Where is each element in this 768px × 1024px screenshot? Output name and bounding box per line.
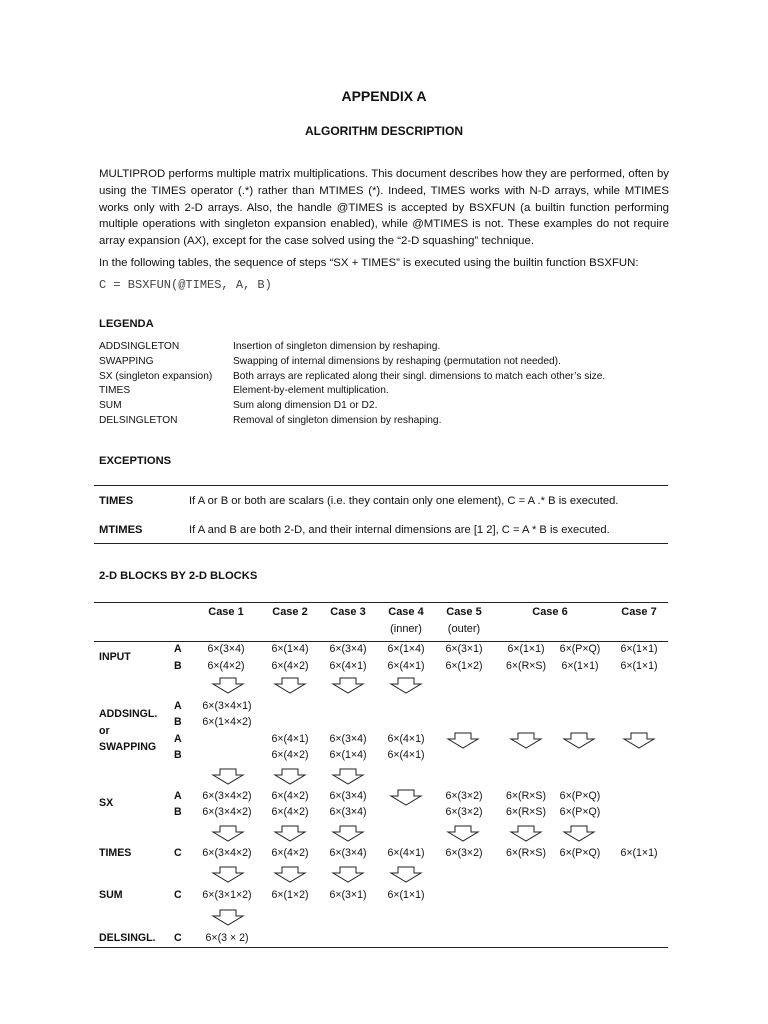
cell-times-case-1: 6×(3×4×2) (202, 847, 252, 859)
header-case-3: Case 3 (330, 606, 366, 618)
cell-times-case-7: 6×(1×1) (620, 847, 658, 859)
cell-input-a-case-6b: 6×(P×Q) (559, 643, 601, 655)
row-label-or: or (99, 725, 110, 737)
sub-label-b: B (174, 749, 182, 761)
cell-input-a-case-5: 6×(3×1) (445, 643, 483, 655)
sub-label-b: B (174, 660, 182, 672)
sub-label-c: C (174, 932, 182, 944)
cell-swapping-a-case-2: 6×(4×1) (271, 733, 309, 745)
down-arrow-icon (275, 769, 305, 784)
sub-label-b: B (174, 716, 182, 728)
down-arrow-icon (333, 867, 363, 882)
legenda-desc: Swapping of internal dimensions by reshaping (permutation not needed). (233, 355, 561, 367)
code-line: C = BSXFUN(@TIMES, A, B) (99, 278, 272, 292)
header-case-4: Case 4 (388, 606, 424, 618)
row-label-sum: SUM (99, 889, 123, 901)
cell-sum-case-2: 6×(1×2) (271, 889, 309, 901)
sub-label-a: A (174, 700, 182, 712)
cell-sum-case-3: 6×(3×1) (329, 889, 367, 901)
cell-times-case-2: 6×(4×2) (271, 847, 309, 859)
legenda-term: SUM (99, 400, 122, 412)
header-case-2: Case 2 (272, 606, 308, 618)
down-arrow-icon (275, 826, 305, 841)
row-label-sx: SX (99, 797, 114, 809)
legenda-term: TIMES (99, 385, 131, 397)
down-arrow-icon (213, 826, 243, 841)
cell-input-b-case-3: 6×(4×1) (329, 660, 367, 672)
cell-sx-b-case-2: 6×(4×2) (271, 806, 309, 818)
cell-sx-a-case-5: 6×(3×2) (445, 790, 483, 802)
cell-input-b-case-6b: 6×(1×1) (561, 660, 599, 672)
exception-key-mtimes: MTIMES (99, 524, 143, 536)
cell-addsingl-b-case-1: 6×(1×4×2) (202, 716, 252, 728)
cell-input-a-case-4: 6×(1×4) (387, 643, 425, 655)
header-case-1: Case 1 (208, 606, 244, 618)
cell-delsingl-case-1: 6×(3 × 2) (205, 932, 249, 944)
sub-label-c: C (174, 847, 182, 859)
header-case-5: Case 5 (446, 606, 482, 618)
cell-swapping-a-case-3: 6×(3×4) (329, 733, 367, 745)
sub-label-b: B (174, 806, 182, 818)
cell-input-a-case-7: 6×(1×1) (620, 643, 658, 655)
sub-label-a: A (174, 790, 182, 802)
row-label-delsingl: DELSINGL. (99, 932, 156, 944)
cell-times-case-6a: 6×(R×S) (505, 847, 547, 859)
exception-text-times: If A or B or both are scalars (i.e. they contain only one element), C = A .* B is executed. (189, 495, 619, 507)
cell-input-b-case-4: 6×(4×1) (387, 660, 425, 672)
page-title: APPENDIX A (341, 88, 427, 104)
down-arrow-icon (448, 826, 478, 841)
legenda-desc: Removal of singleton dimension by reshaping. (233, 414, 442, 426)
page-subtitle: ALGORITHM DESCRIPTION (305, 124, 463, 138)
sub-label-c: C (174, 889, 182, 901)
header-case-4-sub: (inner) (390, 623, 422, 635)
down-arrow-icon (275, 867, 305, 882)
legenda-heading: LEGENDA (99, 318, 154, 330)
sub-label-a: A (174, 643, 182, 655)
cell-input-a-case-2: 6×(1×4) (271, 643, 309, 655)
down-arrow-icon (213, 867, 243, 882)
cell-sx-a-case-1: 6×(3×4×2) (202, 790, 252, 802)
down-arrow-icon (333, 769, 363, 784)
down-arrow-icon (213, 769, 243, 784)
cell-sx-b-case-3: 6×(3×4) (329, 806, 367, 818)
cell-swapping-b-case-2: 6×(4×2) (271, 749, 309, 761)
header-case-7: Case 7 (621, 606, 657, 618)
cell-addsingl-a-case-1: 6×(3×4×1) (202, 700, 252, 712)
row-label-input: INPUT (99, 651, 131, 663)
cell-input-a-case-6a: 6×(1×1) (507, 643, 545, 655)
cell-sx-b-case-6a: 6×(R×S) (505, 806, 547, 818)
down-arrow-icon (391, 790, 421, 805)
legenda-term: ADDSINGLETON (99, 341, 180, 352)
blocks-heading: 2-D BLOCKS BY 2-D BLOCKS (99, 570, 258, 582)
intro-paragraph-1: MULTIPROD performs multiple matrix multiplications. This document describes how they are performed, often by using the TIMES operator (.*) rather than MTIMES (*). Indeed, TIMES works with N-D arrays, while MTIMES works only with 2-D arrays. Also, the handle @TIMES is accepted by BSXFUN (a builtin function performing multiple operations with singleton expansion enabled), while @MTIMES is not. These examples do not require array expansion (AX), except for the case solved using the “2-D squashing” technique. (99, 168, 669, 248)
legenda-term: SWAPPING (99, 355, 154, 367)
down-arrow-icon (564, 826, 594, 841)
cell-times-case-5: 6×(3×2) (445, 847, 483, 859)
cell-sx-a-case-6a: 6×(R×S) (505, 790, 547, 802)
cell-swapping-a-case-4: 6×(4×1) (387, 733, 425, 745)
cell-input-b-case-2: 6×(4×2) (271, 660, 309, 672)
cell-sx-a-case-2: 6×(4×2) (271, 790, 309, 802)
header-case-5-sub: (outer) (447, 623, 481, 635)
down-arrow-icon (564, 733, 594, 748)
intro-paragraph-2: In the following tables, the sequence of steps “SX + TIMES” is executed using the builtin function BSXFUN: (99, 257, 639, 269)
cell-sx-b-case-6b: 6×(P×Q) (559, 806, 601, 818)
cell-sum-case-1: 6×(3×1×2) (202, 889, 252, 901)
cell-times-case-6b: 6×(P×Q) (559, 847, 601, 859)
row-label-swapping: SWAPPING (99, 741, 157, 753)
cell-input-b-case-6a: 6×(R×S) (505, 660, 547, 672)
down-arrow-icon (448, 733, 478, 748)
exception-text-mtimes: If A and B are both 2-D, and their internal dimensions are [1 2], C = A * B is executed. (189, 524, 610, 536)
legenda-desc: Both arrays are replicated along their singl. dimensions to match each other’s size. (233, 370, 606, 382)
cell-sx-b-case-5: 6×(3×2) (445, 806, 483, 818)
down-arrow-icon (624, 733, 654, 748)
header-case-6: Case 6 (532, 606, 568, 618)
down-arrow-icon (511, 733, 541, 748)
down-arrow-icon (275, 678, 305, 693)
cell-input-b-case-5: 6×(1×2) (445, 660, 483, 672)
cell-swapping-b-case-4: 6×(4×1) (387, 749, 425, 761)
exceptions-heading: EXCEPTIONS (99, 455, 172, 467)
cell-input-a-case-3: 6×(3×4) (329, 643, 367, 655)
cell-sx-a-case-3: 6×(3×4) (329, 790, 367, 802)
cell-input-a-case-1: 6×(3×4) (207, 643, 245, 655)
cell-times-case-4: 6×(4×1) (387, 847, 425, 859)
exception-key-times: TIMES (99, 495, 134, 507)
down-arrow-icon (333, 678, 363, 693)
legenda-desc: Element-by-element multiplication. (233, 385, 389, 397)
cell-sum-case-4: 6×(1×1) (387, 889, 425, 901)
legenda-desc: Insertion of singleton dimension by reshaping. (233, 341, 441, 352)
row-label-times: TIMES (99, 847, 132, 859)
down-arrow-icon (391, 867, 421, 882)
down-arrow-icon (391, 678, 421, 693)
legenda-term: SX (singleton expansion) (99, 370, 213, 382)
sub-label-a: A (174, 733, 182, 745)
cell-input-b-case-1: 6×(4×2) (207, 660, 245, 672)
legenda-term: DELSINGLETON (99, 414, 178, 426)
cell-times-case-3: 6×(3×4) (329, 847, 367, 859)
down-arrow-icon (213, 910, 243, 925)
row-label-addsingl: ADDSINGL. (99, 708, 158, 720)
cell-sx-b-case-1: 6×(3×4×2) (202, 806, 252, 818)
cell-sx-a-case-6b: 6×(P×Q) (559, 790, 601, 802)
cell-swapping-b-case-3: 6×(1×4) (329, 749, 367, 761)
down-arrow-icon (213, 678, 243, 693)
down-arrow-icon (511, 826, 541, 841)
down-arrow-icon (333, 826, 363, 841)
cell-input-b-case-7: 6×(1×1) (620, 660, 658, 672)
legenda-desc: Sum along dimension D1 or D2. (233, 400, 378, 412)
